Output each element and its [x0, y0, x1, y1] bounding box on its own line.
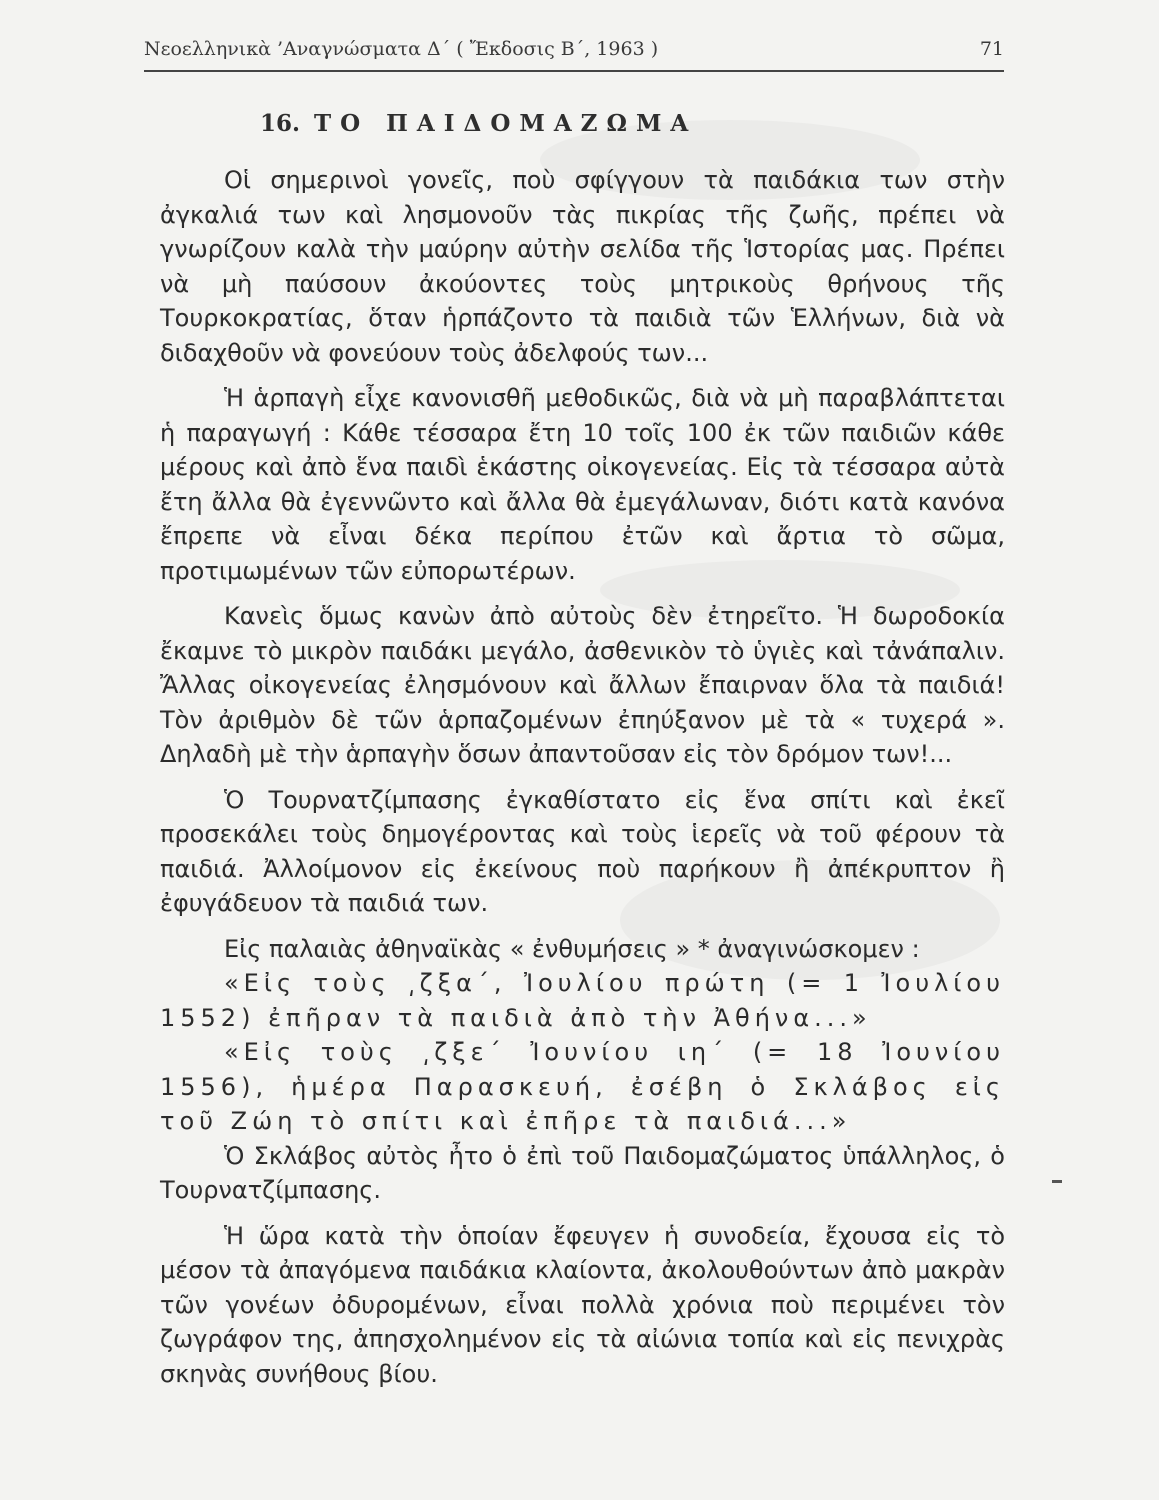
paragraph: Ὁ Τουρνατζίμπασης ἐγκαθίστατο εἰς ἕνα σπίτι καὶ ἐκεῖ προσεκάλει τοὺς δημογέροντας καὶ τοὺς ἱερεῖς νὰ τοῦ φέρουν τὰ παιδιά. Ἀλλοίμονον εἰς ἐκείνους ποὺ παρήκουν ἢ ἀπέκρυπτον ἢ ἐφυγάδευον τὰ παιδιά των. [160, 785, 1005, 917]
paragraph: Εἰς παλαιὰς ἀθηναϊκὰς « ἐνθυμήσεις » * ἀναγινώσκομεν : [224, 934, 920, 963]
chapter-heading [260, 110, 697, 137]
paragraph: Κανεὶς ὅμως κανὼν ἀπὸ αὐτοὺς δὲν ἐτηρεῖτο. Ἡ δωροδοκία ἔκαμνε τὸ μικρὸν παιδάκι μεγάλο, ἀσθενικὸν τὸ ὑγιὲς καὶ τἀνάπαλιν. Ἄλλας οἰκογενείας ἐλησμόνουν καὶ ἄλλων ἔπαιρναν ὅλα τὰ παιδιά! Τὸν ἀριθμὸν δὲ τῶν ἁρπαζομένων ἐπηύξανον μὲ τὰ « τυχερά ». Δηλαδὴ μὲ τὴν ἁρπαγὴν ὅσων ἀπαντοῦσαν εἰς τὸν δρόμον των!... [160, 602, 1005, 768]
running-head-title: Νεοελληνικὰ ’Αναγνώσματα Δ΄ ( Ἔκδοσις Β΄, 1963 ) [144, 38, 659, 60]
chapter-number: 16. [260, 110, 301, 137]
chapter-title: ΤΟ ΠΑΙΔΟΜΑΖΩΜΑ [314, 110, 698, 137]
paragraph: Ἡ ὥρα κατὰ τὴν ὁποίαν ἔφευγεν ἡ συνοδεία, ἔχουσα εἰς τὸ μέσον τὰ ἀπαγόμενα παιδάκια κλαίοντα, ἀκολουθούντων ἀπὸ μακρὰν τῶν γονέων ὀδυρομένων, εἶναι πολλὰ χρόνια ποὺ περιμένει τὸν ζωγράφον της, ἀπησχολημένον εἰς τὰ αἰώνια τοπία καὶ εἰς πενιχρὰς σκηνὰς συνήθους βίου. [160, 1221, 1005, 1388]
header-rule [144, 70, 1004, 72]
margin-mark [1052, 1180, 1062, 1183]
running-head [144, 34, 1004, 68]
paragraph: Ἡ ἁρπαγὴ εἶχε κανονισθῆ μεθοδικῶς, διὰ νὰ μὴ παραβλάπτεται ἡ παραγωγή : Κάθε τέσσαρα ἔτη 10 τοῖς 100 ἐκ τῶν παιδιῶν κάθε μέρους καὶ ἀπὸ ἕνα παιδὶ ἑκάστης οἰκογενείας. Εἰς τὰ τέσσαρα αὐτὰ ἔτη ἄλλα θὰ ἐγεννῶντο καὶ ἄλλα θὰ ἐμεγάλωναν, διότι κατὰ κανόνα ἔπρεπε νὰ εἶναι δέκα περίπου ἐτῶν καὶ ἄρτια τὸ σῶμα, προτιμωμένων τῶν εὐπορωτέρων. [160, 384, 1005, 585]
quote-entry: «Εἰς τοὺς ͵ζξα΄, Ἰουλίου πρώτη (= 1 Ἰουλίου 1552) ἐπῆραν τὰ παιδιὰ ἀπὸ τὴν Ἀθήνα...» [160, 969, 1005, 1032]
paragraph: Ὁ Σκλάβος αὐτὸς ἦτο ὁ ἐπὶ τοῦ Παιδομαζώματος ὑπάλληλος, ὁ Τουρνατζίμπασης. [160, 1141, 1005, 1204]
body-text [160, 163, 1005, 1391]
paragraph: Οἱ σημερινοὶ γονεῖς, ποὺ σφίγγουν τὰ παιδάκια των στὴν ἀγκαλιά των καὶ λησμονοῦν τὰς πικρίας τῆς ζωῆς, πρέπει νὰ γνωρίζουν καλὰ τὴν μαύρην αὐτὴν σελίδα τῆς Ἱστορίας μας. Πρέπει νὰ μὴ παύσουν ἀκούοντες τοὺς μητρικοὺς θρήνους τῆς Τουρκοκρατίας, ὅταν ἡρπάζοντο τὰ παιδιὰ τῶν Ἑλλήνων, διὰ νὰ διδαχθοῦν νὰ φονεύουν τοὺς ἀδελφούς των... [160, 166, 1005, 367]
quote-entry: «Εἰς τοὺς ͵ζξε΄ Ἰουνίου ιη΄ (= 18 Ἰουνίου 1556), ἡμέρα Παρασκευή, ἐσέβη ὁ Σκλάβος εἰς τοῦ Ζώη τὸ σπίτι καὶ ἐπῆρε τὰ παιδιά...» [160, 1038, 1005, 1135]
page-number: 71 [979, 38, 1004, 60]
